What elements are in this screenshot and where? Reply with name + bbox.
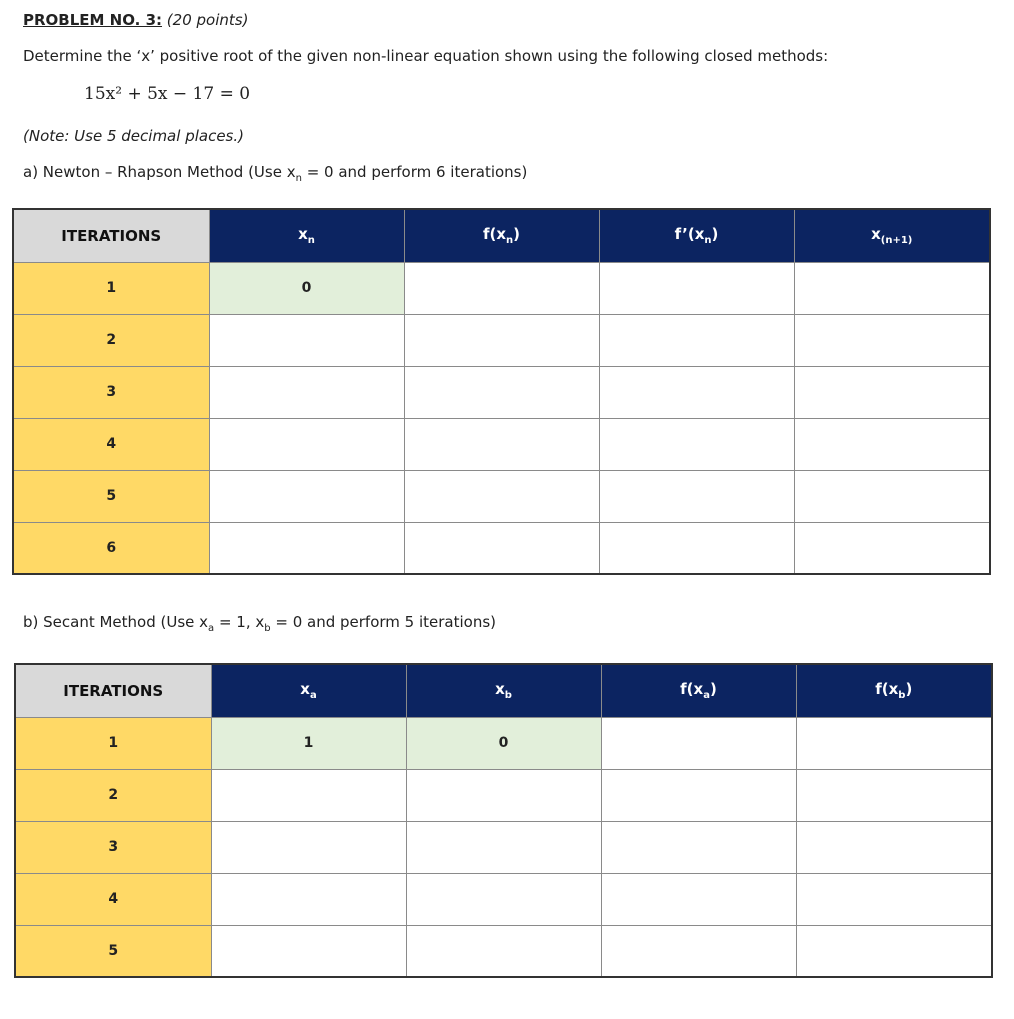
xb-cell[interactable] — [406, 769, 601, 821]
xn-cell[interactable] — [209, 522, 404, 574]
xn-cell[interactable] — [209, 418, 404, 470]
dfxn-cell[interactable] — [599, 418, 794, 470]
part-a-label: a) Newton – Rhapson Method (Use $x_n = 0$ and perform 6 iterations) — [23, 163, 528, 184]
problem-statement: Determine the ‘x’ positive root of the given non-linear equation shown using the following closed methods: — [23, 47, 829, 65]
xb-cell[interactable] — [406, 821, 601, 873]
iterations-header: ITERATIONS — [13, 209, 209, 262]
xn-cell[interactable] — [209, 366, 404, 418]
fxb-header: $f(x_b)$ — [796, 664, 992, 717]
table-row — [13, 418, 990, 470]
dfxn-cell[interactable] — [599, 366, 794, 418]
fxa-cell[interactable] — [601, 769, 796, 821]
xa-cell[interactable]: 1 — [211, 717, 406, 769]
iteration-number: 3 — [15, 821, 211, 873]
iteration-number: 5 — [13, 470, 209, 522]
xnext-cell[interactable] — [794, 366, 990, 418]
xa-cell[interactable] — [211, 769, 406, 821]
fxa-header: $f(x_a)$ — [601, 664, 796, 717]
table-row — [13, 522, 990, 574]
fxn-cell[interactable] — [404, 314, 599, 366]
table-row — [15, 769, 992, 821]
iteration-number: 5 — [15, 925, 211, 977]
fxn-cell[interactable] — [404, 470, 599, 522]
table-row — [15, 925, 992, 977]
xb-cell[interactable] — [406, 873, 601, 925]
fxn-cell[interactable] — [404, 418, 599, 470]
fxn-cell[interactable] — [404, 366, 599, 418]
table-row — [15, 873, 992, 925]
table-row — [15, 717, 992, 769]
fxb-cell[interactable] — [796, 717, 992, 769]
fxb-cell[interactable] — [796, 821, 992, 873]
table-row — [13, 470, 990, 522]
iteration-number: 2 — [15, 769, 211, 821]
xnext-header: $x_{(n+1)}$ — [794, 209, 990, 262]
iteration-number: 6 — [13, 522, 209, 574]
dfxn-cell[interactable] — [599, 262, 794, 314]
fxb-cell[interactable] — [796, 769, 992, 821]
problem-heading — [23, 11, 248, 29]
xb-cell[interactable] — [406, 925, 601, 977]
iteration-number: 4 — [13, 418, 209, 470]
fxn-header: $f(x_n)$ — [404, 209, 599, 262]
xnext-cell[interactable] — [794, 418, 990, 470]
xn-header: $x_n$ — [209, 209, 404, 262]
fxa-cell[interactable] — [601, 925, 796, 977]
table-row — [13, 314, 990, 366]
table-row — [13, 262, 990, 314]
dfxn-cell[interactable] — [599, 522, 794, 574]
fxn-cell[interactable] — [404, 522, 599, 574]
fxa-cell[interactable] — [601, 873, 796, 925]
table-row — [15, 821, 992, 873]
xa-header: $x_a$ — [211, 664, 406, 717]
xb-header: $x_b$ — [406, 664, 601, 717]
xa-cell[interactable] — [211, 925, 406, 977]
part-b-label: b) Secant Method (Use $x_a = 1$, $x_b = 0$ and perform 5 iterations) — [23, 613, 497, 634]
iteration-number: 2 — [13, 314, 209, 366]
iteration-number: 4 — [15, 873, 211, 925]
xnext-cell[interactable] — [794, 262, 990, 314]
xn-cell[interactable]: 0 — [209, 262, 404, 314]
note: (Note: Use 5 decimal places.) — [23, 127, 244, 145]
xa-cell[interactable] — [211, 873, 406, 925]
dfxn-header: $f’(x_n)$ — [599, 209, 794, 262]
equation: 15x² + 5x − 17 = 0 — [84, 84, 251, 104]
newton-raphson-table — [12, 208, 991, 575]
dfxn-cell[interactable] — [599, 314, 794, 366]
iteration-number: 1 — [15, 717, 211, 769]
iterations-header: ITERATIONS — [15, 664, 211, 717]
xn-cell[interactable] — [209, 314, 404, 366]
fxb-cell[interactable] — [796, 873, 992, 925]
dfxn-cell[interactable] — [599, 470, 794, 522]
problem-title: PROBLEM NO. 3: — [23, 11, 163, 29]
fxa-cell[interactable] — [601, 821, 796, 873]
iteration-number: 1 — [13, 262, 209, 314]
problem-points: (20 points) — [166, 11, 249, 29]
table-header-row — [15, 664, 992, 717]
fxa-cell[interactable] — [601, 717, 796, 769]
xnext-cell[interactable] — [794, 314, 990, 366]
fxn-cell[interactable] — [404, 262, 599, 314]
secant-table — [14, 663, 993, 978]
xnext-cell[interactable] — [794, 522, 990, 574]
fxb-cell[interactable] — [796, 925, 992, 977]
table-row — [13, 366, 990, 418]
iteration-number: 3 — [13, 366, 209, 418]
xa-cell[interactable] — [211, 821, 406, 873]
table-header-row — [13, 209, 990, 262]
xb-cell[interactable]: 0 — [406, 717, 601, 769]
xn-cell[interactable] — [209, 470, 404, 522]
xnext-cell[interactable] — [794, 470, 990, 522]
